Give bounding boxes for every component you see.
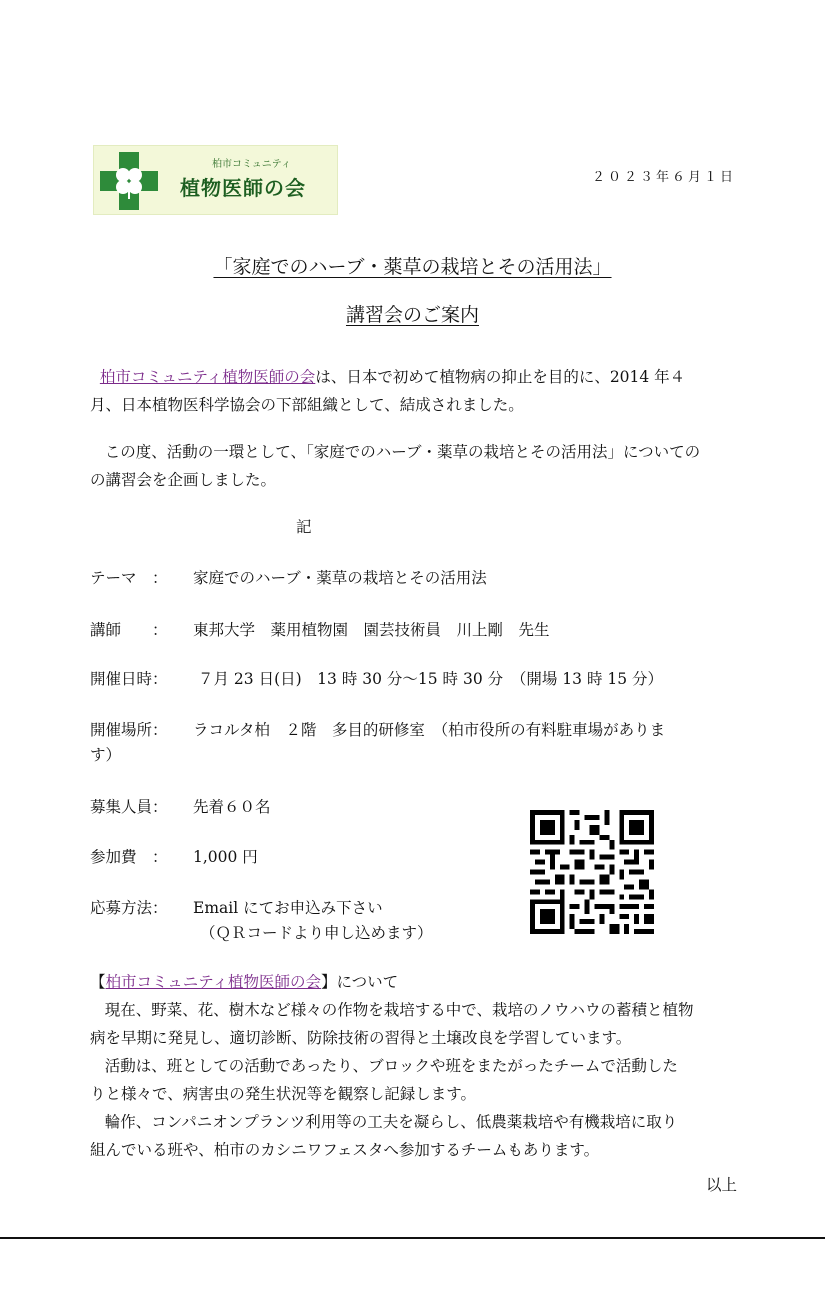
about-p3-line1: 輪作、コンパニオンプランツ利用等の工夫を凝らし、低農薬栽培や有機栽培に取り	[104, 1113, 678, 1131]
ki-marker: 記	[296, 518, 312, 536]
intro-paragraph	[90, 363, 740, 419]
detail-value: 家庭でのハーブ・薬草の栽培とその活用法	[193, 569, 487, 587]
detail-label: 講師 ：	[90, 621, 168, 639]
about-org-link[interactable]: 柏市コミュニティ植物医師の会	[105, 973, 321, 991]
clover-cross-icon	[100, 152, 158, 210]
plan-line2: の講習会を企画しました。	[90, 471, 277, 489]
org-link[interactable]: 柏市コミュニティ植物医師の会	[99, 368, 316, 386]
about-heading: 【柏市コミュニティ植物医師の会】について	[90, 973, 399, 991]
detail-value: 先着６０名	[193, 798, 271, 816]
qr-code-icon[interactable]	[530, 810, 654, 934]
plan-line1: この度、活動の一環として、「家庭でのハーブ・薬草の栽培とその活用法」についての	[104, 443, 701, 461]
document-date: ２０２３年６月１日	[591, 170, 736, 185]
detail-value-cont: す）	[90, 746, 122, 764]
organization-logo	[93, 145, 338, 215]
about-p3-line2: 組んでいる班や、柏市のカシニワフェスタへ参加するチームもあります。	[90, 1141, 600, 1159]
sub-title: 講習会のご案内	[345, 304, 479, 326]
detail-value: Email にてお申込み下さい	[193, 899, 383, 917]
detail-label: 募集人員：	[90, 798, 168, 816]
closing-text: 以上	[705, 1176, 737, 1194]
detail-label: 開催日時：	[90, 670, 168, 688]
about-p2-line2: りと様々で、病害虫の発生状況等を観察し記録します。	[90, 1085, 476, 1103]
detail-value-cont: （ＱＲコードより申し込めます）	[200, 924, 433, 942]
main-title: 「家庭でのハーブ・薬草の栽培とその活用法」	[213, 256, 612, 278]
about-section	[90, 968, 740, 1164]
logo-subtitle: 柏市コミュニティ	[212, 159, 291, 170]
plan-paragraph	[90, 438, 740, 494]
detail-label: 参加費 ：	[90, 848, 168, 866]
detail-label: 応募方法：	[90, 899, 168, 917]
detail-value: 1,000 円	[193, 848, 258, 866]
intro-line2: 月、日本植物医科学協会の下部組織として、結成されました。	[90, 396, 524, 414]
about-p2-line1: 活動は、班としての活動であったり、ブロックや班をまたがったチームで活動した	[104, 1057, 678, 1075]
intro-line1: は、日本で初めて植物病の抑止を目的に、2014 年４	[315, 368, 686, 386]
about-p1-line2: 病を早期に発見し、適切診断、防除技術の習得と土壌改良を学習しています。	[90, 1029, 632, 1047]
detail-label: 開催場所：	[90, 721, 168, 739]
about-p1-line1: 現在、野菜、花、樹木など様々の作物を栽培する中で、栽培のノウハウの蓄積と植物	[104, 1001, 694, 1019]
logo-name: 植物医師の会	[180, 176, 306, 200]
detail-value: 東邦大学 薬用植物園 園芸技術員 川上剛 先生	[193, 621, 550, 639]
detail-venue	[90, 717, 740, 769]
page-divider	[0, 1237, 825, 1239]
detail-value: ７月 23 日(日) 13 時 30 分～15 時 30 分 （開場 13 時 15 分）	[198, 670, 664, 688]
detail-value: ラコルタ柏 ２階 多目的研修室 （柏市役所の有料駐車場がありま	[193, 721, 666, 739]
detail-label: テーマ ：	[90, 569, 168, 587]
